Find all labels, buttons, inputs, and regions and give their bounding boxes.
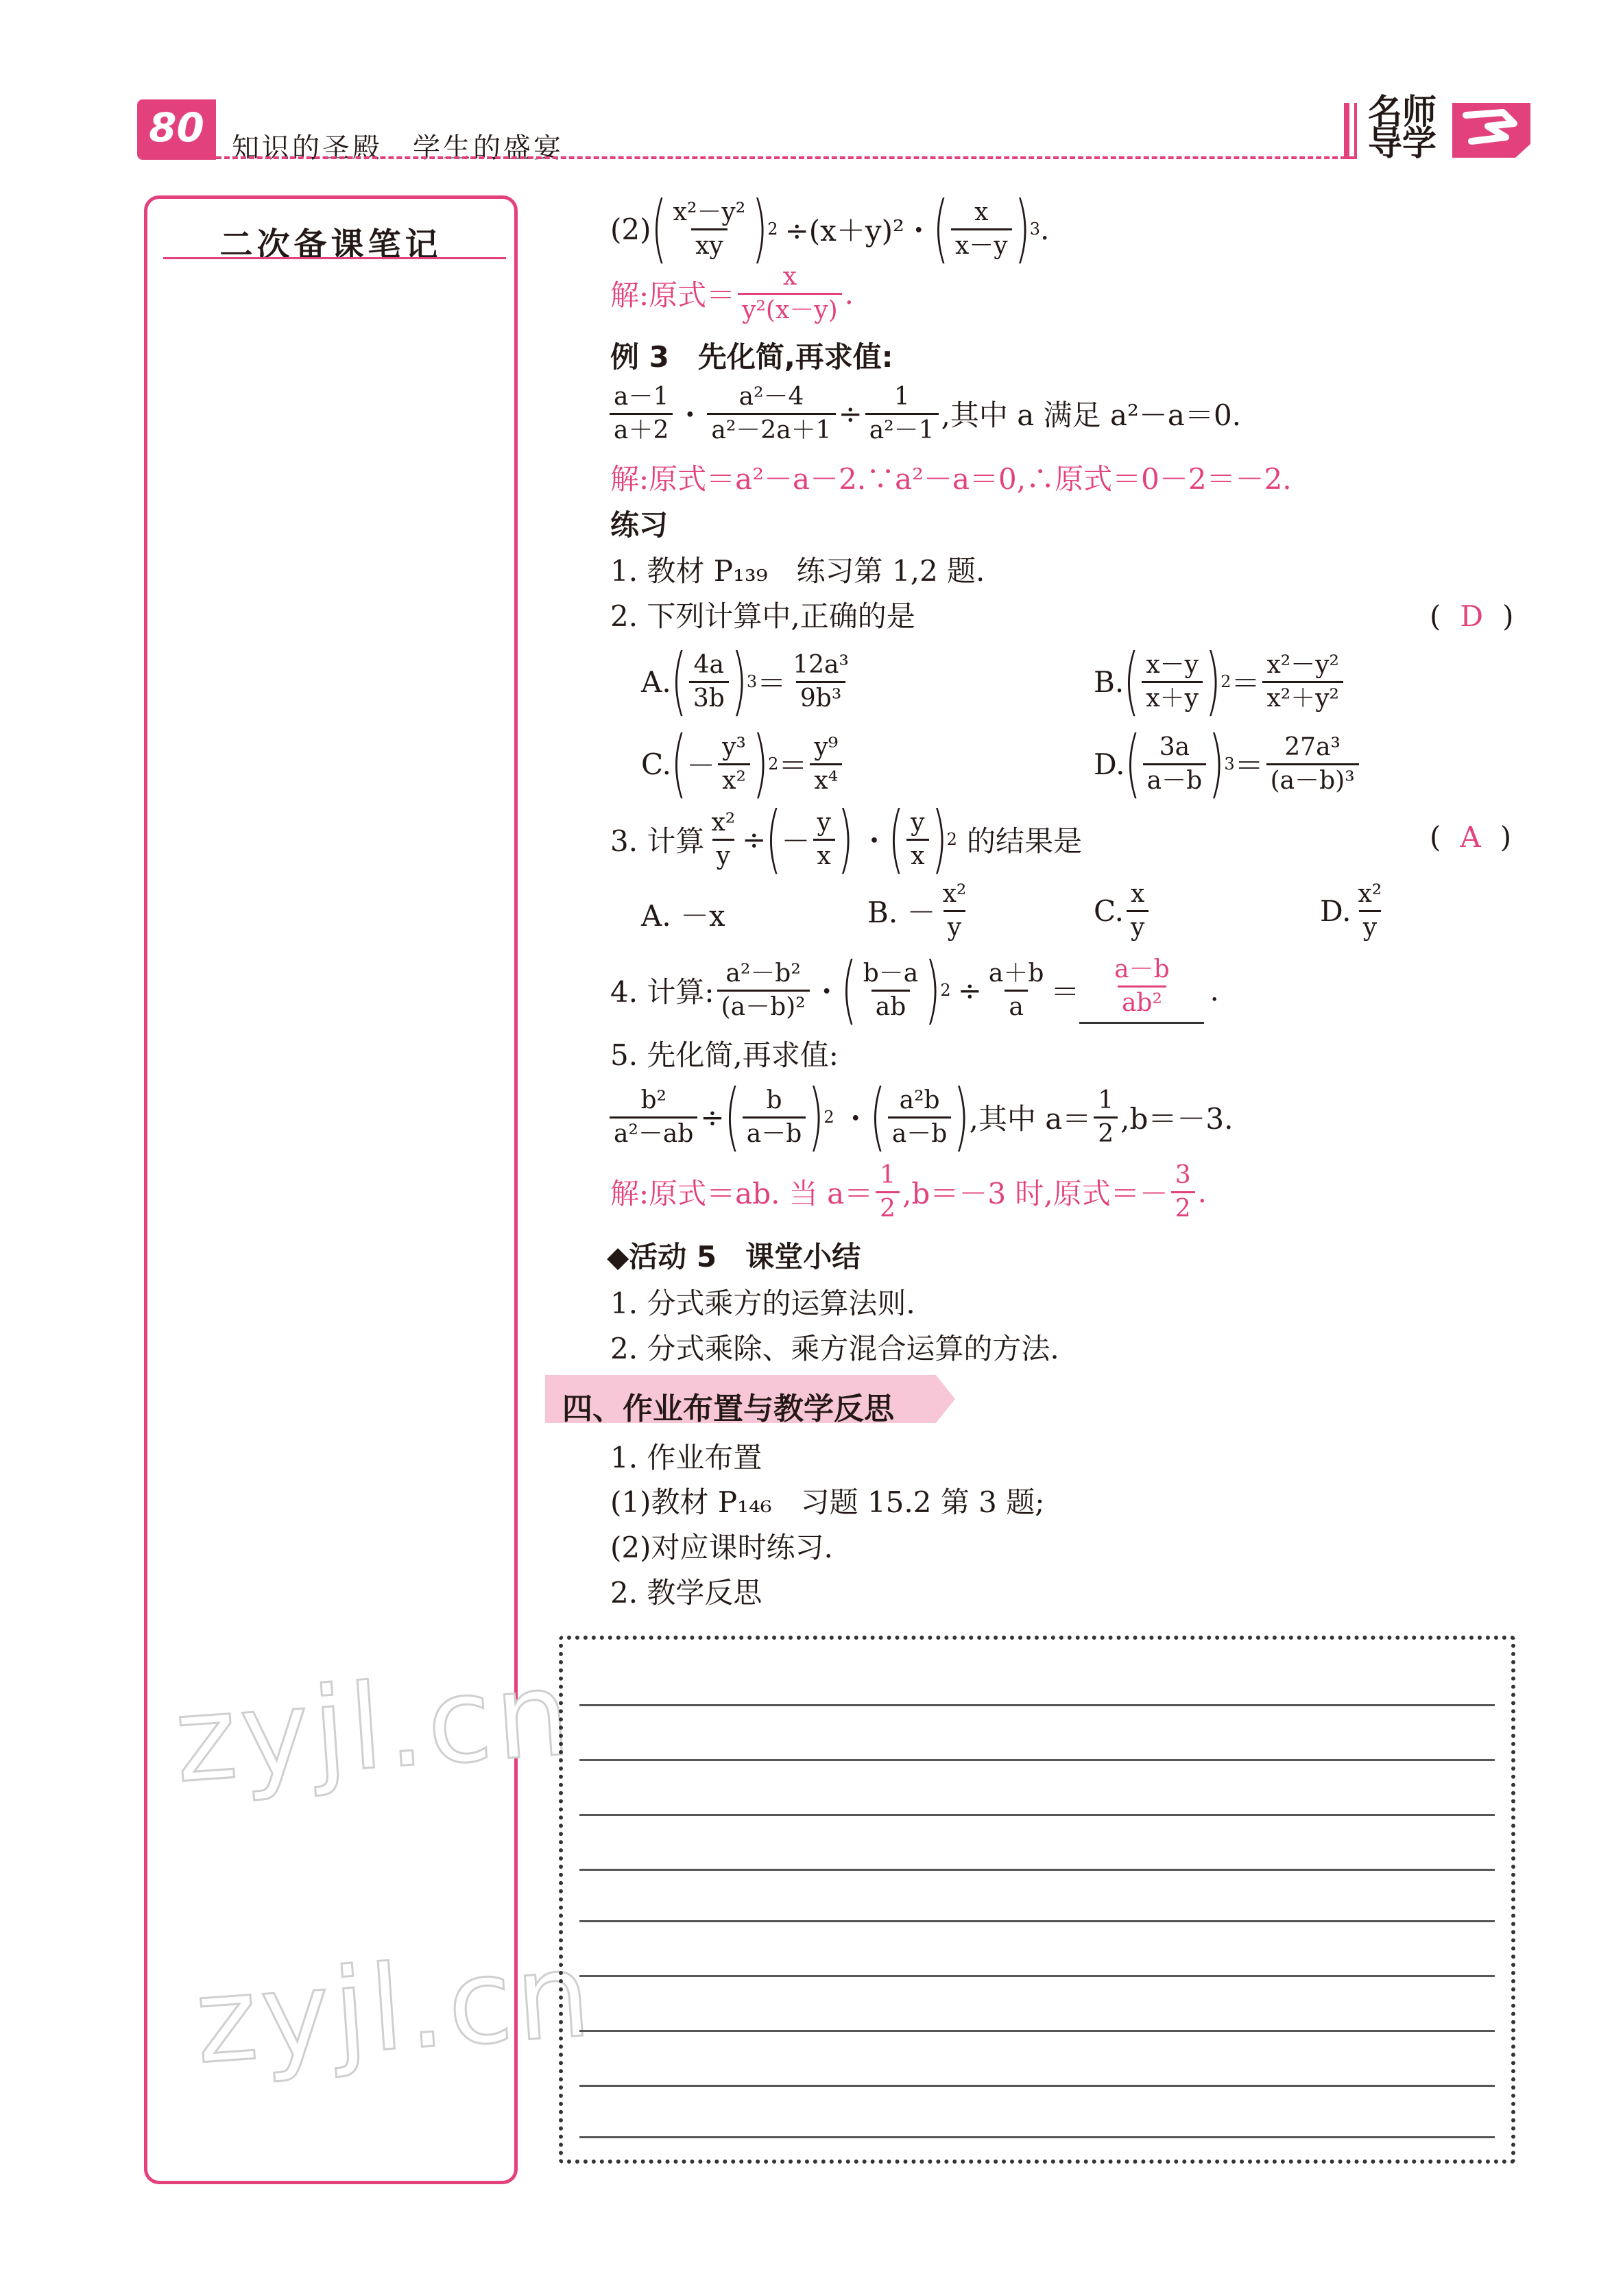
homework-item2: (2)对应课时练习. <box>610 1531 833 1564</box>
q2-option-d: D. ( $\frac{3a}{a-b}$ ) 3 ＝ $\frac{\text{27a³}}{\text{(a－b)³}}$ <box>1094 727 1362 801</box>
header-bar <box>1344 103 1349 159</box>
writing-line <box>579 2136 1495 2138</box>
notes-sidebar <box>144 195 518 2184</box>
ex3-title: 例 3 先化简,再求值: <box>610 340 893 374</box>
writing-line <box>579 1704 1495 1706</box>
practice-q5-stem: 5. 先化简,再求值: <box>610 1038 839 1072</box>
homework-item1: (1)教材 P₁₄₆ 习题 15.2 第 3 题; <box>610 1485 1045 1519</box>
practice-title: 练习 <box>610 508 669 542</box>
practice-q4: 4. 计算: $\frac{\text{a²－b²}}{\text{(a－b)²}}$ ・ ( $\frac{b-a}{ab}$ ) 2 ÷ $\frac{a+b}{a}$ ＝ $\frac{a-b}{\text{ab²}}$ . <box>610 947 1219 1033</box>
practice-q3: 3. 计算 $\frac{\text{x²}}{y}$ ÷ ( － $\frac{y}{x}$ ) ・ ( $\frac{y}{x}$ ) 2 的结果是 <box>610 796 1082 882</box>
watermark: zyjl.cn <box>191 1926 599 2091</box>
header-bar <box>1354 103 1357 159</box>
writing-line <box>579 1975 1495 1977</box>
practice-q3-answer-bracket: ( A ) <box>1430 820 1512 854</box>
activity5-item2: 2. 分式乘除、乘方混合运算的方法. <box>610 1332 1059 1365</box>
brand-name: 名师导学 <box>1368 92 1436 163</box>
ex3-solution: 解:原式＝a²－a－2.∵a²－a＝0,∴原式＝0－2＝－2. <box>610 462 1292 496</box>
brand-logo-icon <box>1447 96 1536 161</box>
writing-line <box>579 1869 1495 1871</box>
writing-line <box>579 2085 1495 2087</box>
activity5-title: ◆活动 5 课堂小结 <box>607 1240 861 1273</box>
section-title: 四、作业布置与教学反思 <box>562 1391 894 1426</box>
header-title: 知识的圣殿 学生的盛宴 <box>232 132 564 164</box>
q2-option-b: B. ( $\frac{x-y}{x+y}$ ) 2 ＝ $\frac{\text{x²－y²}}{\text{x²＋y²}}$ <box>1094 645 1346 719</box>
writing-line <box>579 1759 1495 1761</box>
writing-line <box>579 1920 1495 1922</box>
writing-line <box>579 2030 1495 2032</box>
ex2-part2-solution: 解:原式＝ $\frac{x}{\text{y²(x－y)}}$ . <box>610 263 854 324</box>
practice-q5-expression: $\frac{\text{b²}}{\text{a²－ab}}$ ÷ ( $\frac{b}{a-b}$ ) 2 ・ ( $\frac{\text{a²b}}{a-b}$ ) ,其中 a＝ $\frac{1}{2}$ ,b＝－3. <box>607 1080 1233 1154</box>
q3-option-d: D. $\frac{\text{x²}}{y}$ <box>1320 880 1382 942</box>
sidebar-title-rule <box>163 257 506 259</box>
practice-q2-answer-bracket: ( D ) <box>1430 599 1514 633</box>
watermark: zyjl.cn <box>170 1645 578 1810</box>
header-rule <box>216 156 1354 159</box>
q2-option-c: C. ( － $\frac{\text{y³}}{\text{x²}}$ ) 2 ＝ $\frac{\text{y⁹}}{\text{x⁴}}$ <box>641 727 845 801</box>
practice-q1: 1. 教材 P₁₃₉ 练习第 1,2 题. <box>610 554 985 588</box>
page-number: 80 <box>149 104 204 151</box>
q3-option-c: C. $\frac{x}{y}$ <box>1094 881 1151 941</box>
q3-option-b: B. － $\frac{\text{x²}}{y}$ <box>867 880 967 942</box>
sidebar-title: 二次备课笔记 <box>219 226 442 264</box>
section-banner-arrow <box>936 1375 955 1423</box>
writing-line <box>579 1814 1495 1816</box>
practice-q2-stem: 2. 下列计算中,正确的是 <box>610 599 915 633</box>
practice-q5-solution: 解:原式＝ab. 当 a＝ $\frac{1}{2}$ ,b＝－3 时,原式＝－ $\frac{3}{2}$ . <box>610 1161 1207 1223</box>
ex3-expression: $\frac{a-1}{a+2}$ ・ $\frac{\text{a²－4}}{\text{a²－2a＋1}}$ ÷ $\frac{1}{\text{a²－1}}$ ,其中 a 满足 a²－a＝0. <box>607 384 1241 444</box>
q2-option-a: A. ( $\frac{4a}{3b}$ ) 3 ＝ $\frac{\text{12a³}}{\text{9b³}}$ <box>641 638 849 724</box>
homework-title: 1. 作业布置 <box>610 1441 762 1474</box>
ex2-part2-expression: (2) ( $\frac{\text{x²－y²}}{xy}$ ) 2 ÷(x＋y)²・ ( $\frac{x}{x-y}$ ) 3 . <box>610 186 1050 272</box>
activity5-item1: 1. 分式乘方的运算法则. <box>610 1287 915 1320</box>
reflection-title: 2. 教学反思 <box>610 1576 762 1610</box>
q4-answer-blank: $\frac{a-b}{\text{ab²}}$ <box>1079 957 1204 1024</box>
q3-option-a: A. －x <box>641 899 725 933</box>
